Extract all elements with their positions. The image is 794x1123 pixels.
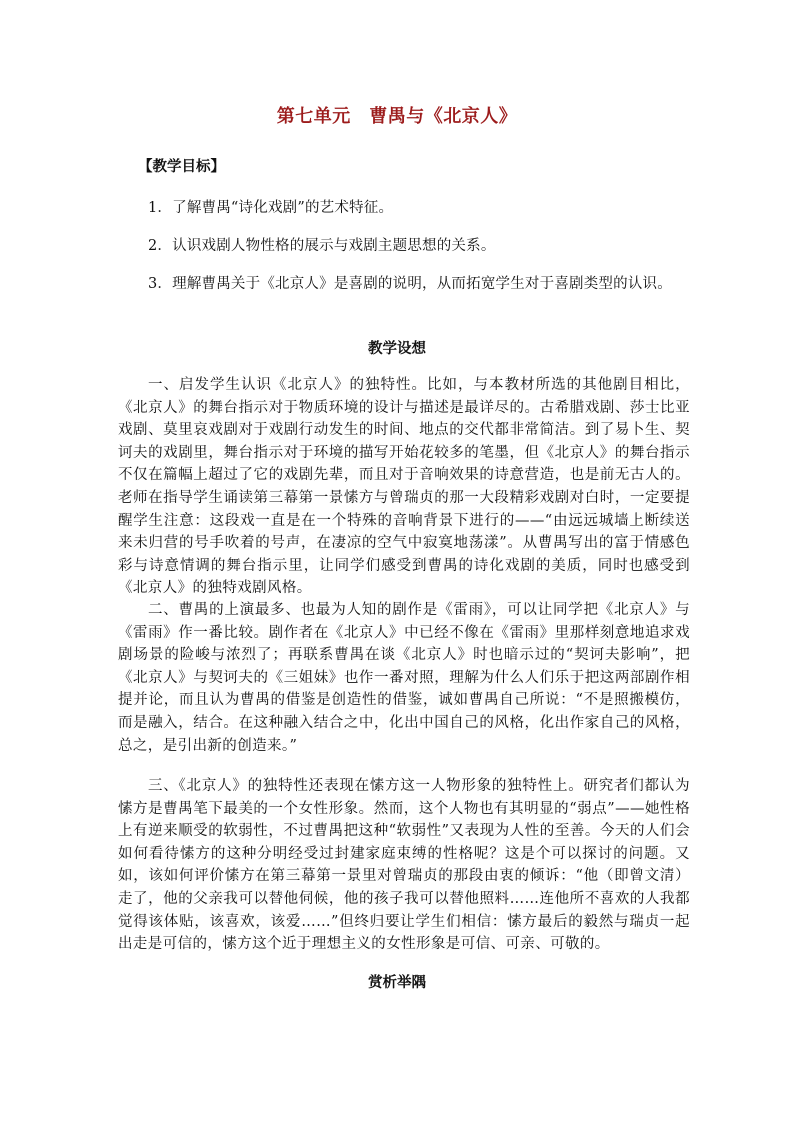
appreciation-heading: 赏析举隅 [368, 974, 426, 991]
goal-item-2: 2．认识戏剧人物性格的展示与戏剧主题思想的关系。 [148, 238, 496, 254]
page-title: 第七单元 曹禺与《北京人》 [276, 106, 518, 127]
goal-item-1: 1．了解曹禺“诗化戏剧”的艺术特征。 [148, 200, 394, 216]
teaching-goals-label: 【教学目标】 [138, 158, 225, 175]
design-paragraph-3: 三、《北京人》的独特性还表现在愫方这一人物形象的独特性上。研究者们都认为愫方是曹禺笔下最美的一个女性形象。然而，这个人物也有其明显的“弱点”——她性格上有逆来顺受的软弱性，不过曹禺把这种“软弱性”又表现为人性的至善。今天的人们会如何看待愫方的这种分明经受过封建家庭束缚的性格呢？这是个可以探讨的问题。又如，该如何评价愫方在第三幕第一景里对曾瑞贞的那段由衷的倾诉：“他（即曾文清）走了，他的父亲我可以替他伺候，他的孩子我可以替他照料……连他所不喜欢的人我都觉得该体贴，该喜欢，该爱……”但终归要让学生们相信：愫方最后的毅然与瑞贞一起出走是可信的，愫方这个近于理想主义的女性形象是可信、可亲、可敬的。 [118, 778, 690, 953]
design-paragraph-1: 一、启发学生认识《北京人》的独特性。比如，与本教材所选的其他剧目相比，《北京人》的舞台指示对于物质环境的设计与描述是最详尽的。古希腊戏剧、莎士比亚戏剧、莫里哀戏剧对于戏剧行动发生的时间、地点的交代都非常简洁。到了易卜生、契诃夫的戏剧里，舞台指示对于环境的描写开始花较多的笔墨，但《北京人》的舞台指示不仅在篇幅上超过了它的戏剧先辈，而且对于音响效果的诗意营造，也是前无古人的。老师在指导学生诵读第三幕第一景愫方与曾瑞贞的那一大段精彩戏剧对白时，一定要提醒学生注意：这段戏一直是在一个特殊的音响背景下进行的——“由远远城墙上断续送来未归营的号手吹着的号声，在凄凉的空气中寂寞地荡漾”。从曹禺写出的富于情感色彩与诗意情调的舞台指示里，让同学们感受到曹禺的诗化戏剧的美质，同时也感受到《北京人》的独特戏剧风格。 [118, 377, 690, 597]
teaching-design-heading: 教学设想 [368, 340, 426, 357]
design-paragraph-2: 二、曹禺的上演最多、也最为人知的剧作是《雷雨》，可以让同学把《北京人》与《雷雨》作一番比较。剧作者在《北京人》中已经不像在《雷雨》里那样刻意地追求戏剧场景的险峻与浓烈了；再联系曹禺在谈《北京人》时也暗示过的“契诃夫影响”，把《北京人》与契诃夫的《三姐妹》也作一番对照，理解为什么人们乐于把这两部剧作相提并论，而且认为曹禺的借鉴是创造性的借鉴，诚如曹禺自己所说：“不是照搬模仿，而是融入，结合。在这种融入结合之中，化出中国自己的风格，化出作家自己的风格，总之，是引出新的创造来。” [118, 602, 690, 754]
goal-item-3: 3．理解曹禺关于《北京人》是喜剧的说明，从而拓宽学生对于喜剧类型的认识。 [148, 276, 672, 292]
